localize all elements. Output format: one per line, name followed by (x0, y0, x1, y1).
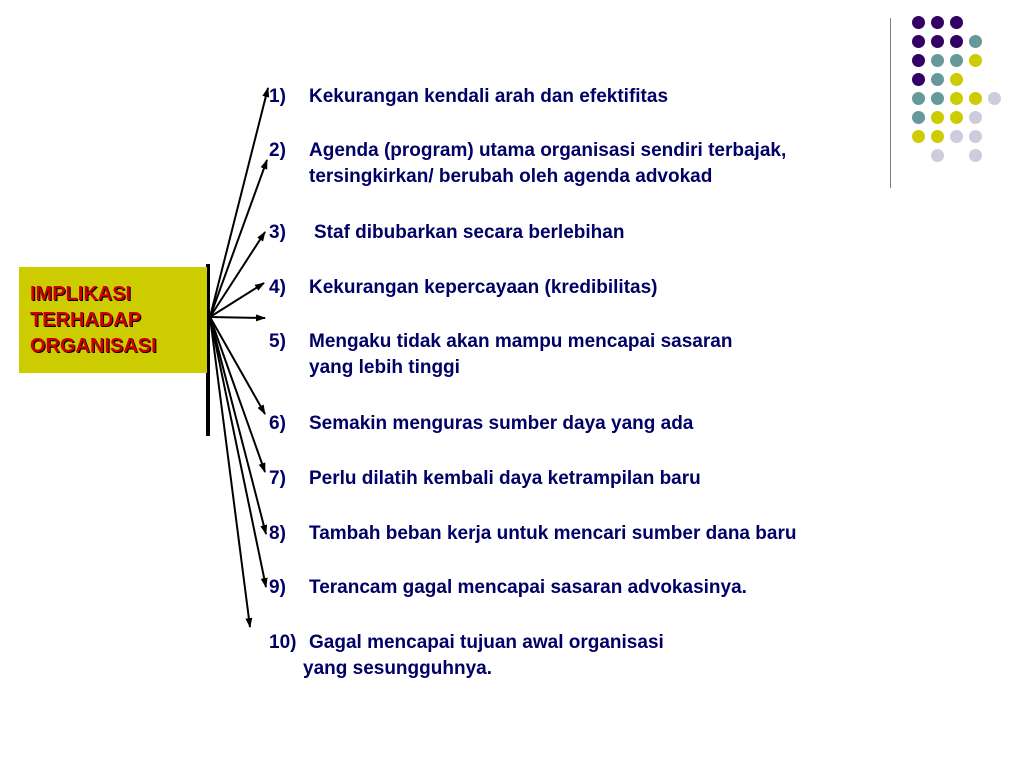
dot-teal (969, 35, 982, 48)
item-3 (269, 220, 624, 246)
dot-purple (912, 35, 925, 48)
item-text: Kekurangan kendali arah dan efektifitas (309, 86, 669, 107)
arrow-to-item-6 (210, 317, 265, 414)
item-9 (269, 575, 747, 601)
arrow-to-item-5 (210, 317, 265, 318)
item-text: Semakin menguras sumber daya yang ada (309, 413, 694, 434)
item-text: Tambah beban kerja untuk mencari sumber dana baru (309, 523, 797, 544)
arrow-to-item-10 (210, 317, 250, 627)
dot-lavender (969, 149, 982, 162)
dot-purple (912, 16, 925, 29)
source-line-3: ORGANISASI (30, 335, 157, 357)
arrow-to-item-2 (210, 160, 267, 317)
item-1 (269, 84, 668, 110)
dot-yellow (931, 130, 944, 143)
dot-teal (912, 92, 925, 105)
dot-purple (931, 35, 944, 48)
dot-purple (950, 35, 963, 48)
dot-lavender (931, 149, 944, 162)
item-2 (269, 138, 786, 189)
dot-lavender (988, 92, 1001, 105)
item-8 (269, 521, 796, 547)
item-number: 9) (269, 577, 286, 598)
item-number: 6) (269, 413, 286, 434)
dot-yellow (950, 111, 963, 124)
item-text: Agenda (program) utama organisasi sendiri terbajak, (309, 140, 787, 161)
item-number: 3) (269, 222, 286, 243)
dot-lavender (969, 130, 982, 143)
dot-yellow (931, 111, 944, 124)
item-text-continuation: yang sesungguhnya. (303, 657, 492, 679)
item-number: 5) (269, 331, 286, 352)
arrow-to-item-8 (210, 317, 266, 534)
arrow-to-item-3 (210, 232, 265, 317)
decorative-vertical-line (890, 18, 891, 188)
item-number: 2) (269, 140, 286, 161)
dot-teal (931, 73, 944, 86)
item-text: Terancam gagal mencapai sasaran advokasinya. (309, 577, 747, 598)
dot-purple (912, 54, 925, 67)
dot-purple (931, 16, 944, 29)
dot-yellow (912, 130, 925, 143)
item-text-continuation: yang lebih tinggi (309, 356, 460, 378)
dot-purple (912, 73, 925, 86)
source-line-1: IMPLIKASI (30, 283, 132, 305)
item-text: Perlu dilatih kembali daya ketrampilan baru (309, 468, 701, 489)
item-number: 8) (269, 523, 286, 544)
item-number: 7) (269, 468, 286, 489)
item-5 (269, 329, 732, 380)
dot-purple (950, 16, 963, 29)
dot-teal (931, 54, 944, 67)
dot-yellow (950, 92, 963, 105)
dot-yellow (950, 73, 963, 86)
source-node (19, 267, 207, 373)
item-text-continuation: tersingkirkan/ berubah oleh agenda advokad (309, 165, 713, 187)
dot-lavender (950, 130, 963, 143)
dot-teal (950, 54, 963, 67)
item-number: 10) (269, 632, 297, 653)
item-6 (269, 411, 693, 437)
item-text: Mengaku tidak akan mampu mencapai sasaran (309, 331, 733, 352)
item-text: Staf dibubarkan secara berlebihan (314, 222, 625, 243)
dot-teal (912, 111, 925, 124)
item-number: 4) (269, 277, 286, 298)
item-number: 1) (269, 86, 286, 107)
dot-yellow (969, 92, 982, 105)
item-text: Gagal mencapai tujuan awal organisasi (309, 632, 664, 653)
dot-yellow (969, 54, 982, 67)
source-line-2: TERHADAP (30, 309, 142, 331)
item-10 (269, 630, 664, 681)
item-7 (269, 466, 701, 492)
arrow-to-item-1 (210, 88, 268, 317)
item-4 (269, 275, 657, 301)
dot-teal (931, 92, 944, 105)
item-text: Kekurangan kepercayaan (kredibilitas) (309, 277, 658, 298)
dot-lavender (969, 111, 982, 124)
